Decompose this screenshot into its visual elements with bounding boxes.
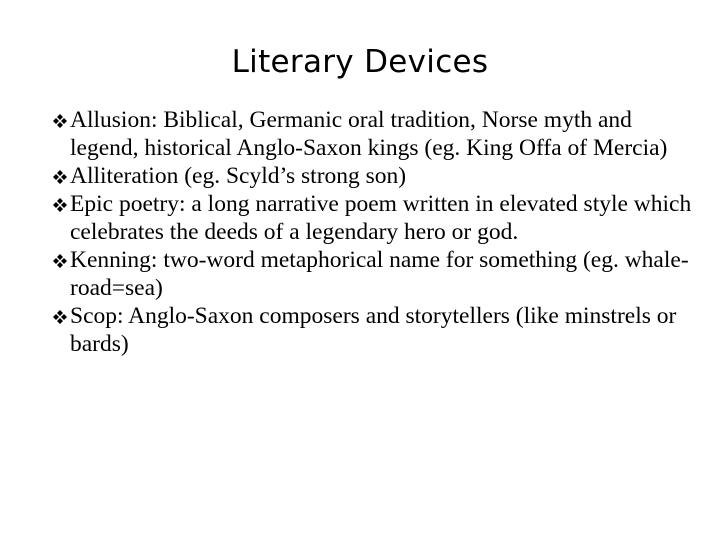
bullet-text: Alliteration (eg. Scyld’s strong son) <box>70 163 407 189</box>
bullet-list <box>52 106 692 358</box>
bullet-text: Epic poetry: a long narrative poem written in elevated style which celebrates the deeds of a legendary hero or god. <box>70 191 692 245</box>
slide-title: Literary Devices <box>231 44 489 80</box>
diamond-bullet-icon <box>52 197 68 213</box>
diamond-bullet-icon <box>52 169 68 185</box>
diamond-bullet-icon <box>52 113 68 129</box>
bullet-item-scop <box>52 302 692 358</box>
bullet-text: Scop: Anglo-Saxon composers and storytellers (like minstrels or bards) <box>70 303 677 357</box>
bullet-item-epic-poetry <box>52 190 692 246</box>
diamond-bullet-icon <box>52 309 68 325</box>
bullet-item-allusion <box>52 106 692 162</box>
diamond-bullet-icon <box>52 253 68 269</box>
bullet-item-kenning <box>52 246 692 302</box>
bullet-text: Allusion: Biblical, Germanic oral tradition, Norse myth and legend, historical Anglo-Saxon kings (eg. King Offa of Mercia) <box>70 107 668 161</box>
bullet-text: Kenning: two-word metaphorical name for something (eg. whale-road=sea) <box>70 247 689 301</box>
bullet-item-alliteration <box>52 162 692 190</box>
